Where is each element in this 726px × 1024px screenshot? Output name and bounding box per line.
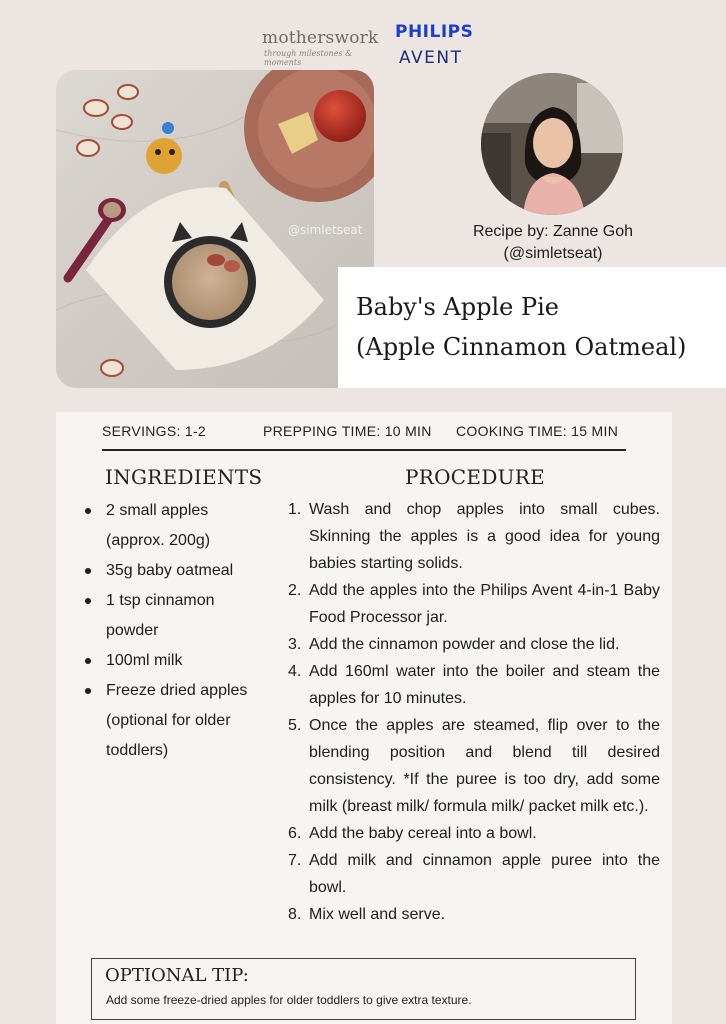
procedure-step [288, 847, 660, 901]
procedure-step [288, 631, 660, 658]
procedure-list [288, 496, 660, 928]
procedure-step [288, 901, 660, 928]
procedure-step-number: 8. [288, 906, 302, 923]
ingredient-item: Freeze dried apples (optional for older toddlers) [80, 676, 260, 766]
recipe-card [56, 412, 672, 1024]
procedure-step-number: 4. [288, 663, 302, 680]
optional-tip-text: Add some freeze-dried apples for older toddlers to give extra texture. [106, 993, 472, 1007]
procedure-step-text: Add the apples into the Philips Avent 4-in-1 Baby Food Processor jar. [309, 582, 660, 626]
procedure-step [288, 496, 660, 577]
recipe-title [356, 287, 686, 367]
procedure-step-text: Mix well and serve. [309, 906, 446, 923]
cook-time-label: COOKING TIME: 15 MIN [456, 423, 619, 439]
motherswork-logo-tagline: through milestones & moments [264, 49, 353, 67]
procedure-step-text: Once the apples are steamed, flip over to the blending position and blend till desired consistency. *If the puree is too dry, add some milk (breast milk/ formula milk/ packet milk etc.). [309, 717, 660, 815]
recipe-byline [440, 221, 666, 265]
procedure-step-number: 7. [288, 852, 302, 869]
recipe-title-line2: (Apple Cinnamon Oatmeal) [356, 333, 687, 361]
photo-watermark: @simletseat [288, 223, 363, 237]
recipe-title-box [338, 267, 726, 388]
ingredient-item: 1 tsp cinnamon powder [80, 586, 260, 646]
procedure-step-text: Add the baby cereal into a bowl. [309, 825, 537, 842]
author-avatar [481, 73, 623, 215]
recipe-meta-bar [102, 423, 626, 451]
procedure-step-number: 3. [288, 636, 302, 653]
ingredients-list [80, 496, 260, 766]
food-photo [56, 70, 374, 388]
procedure-step-text: Wash and chop apples into small cubes. Skinning the apples is a good idea for young babies starting solids. [309, 501, 660, 572]
procedure-step [288, 820, 660, 847]
avent-logo-text: AVENT [399, 48, 463, 68]
procedure-step-number: 1. [288, 501, 302, 518]
recipe-author-handle: (@simletseat) [503, 245, 603, 262]
procedure-step [288, 712, 660, 820]
food-photo-illustration [56, 70, 374, 388]
optional-tip-box [91, 958, 636, 1020]
procedure-step [288, 577, 660, 631]
ingredients-heading: INGREDIENTS [105, 465, 263, 489]
philips-logo-text: PHILIPS [395, 22, 474, 42]
procedure-step [288, 658, 660, 712]
recipe-title-line1: Baby's Apple Pie [356, 293, 560, 321]
procedure-step-text: Add milk and cinnamon apple puree into the bowl. [309, 852, 660, 896]
procedure-step-number: 6. [288, 825, 302, 842]
procedure-step-text: Add 160ml water into the boiler and steam the apples for 10 minutes. [309, 663, 660, 707]
servings-label: SERVINGS: 1-2 [102, 423, 207, 439]
procedure-step-number: 5. [288, 717, 302, 734]
author-avatar-illustration [481, 73, 623, 215]
prep-time-label: PREPPING TIME: 10 MIN [263, 423, 432, 439]
procedure-heading: PROCEDURE [405, 465, 546, 489]
motherswork-logo-name: motherswork [262, 28, 379, 48]
procedure-step-number: 2. [288, 582, 302, 599]
philips-avent-logo [395, 22, 485, 70]
ingredient-item: 35g baby oatmeal [80, 556, 260, 586]
motherswork-logo [262, 28, 382, 68]
ingredient-item: 100ml milk [80, 646, 260, 676]
ingredient-item: 2 small apples (approx. 200g) [80, 496, 260, 556]
recipe-author: Recipe by: Zanne Goh [472, 223, 634, 240]
procedure-step-text: Add the cinnamon powder and close the lid. [309, 636, 620, 653]
optional-tip-heading: OPTIONAL TIP: [105, 965, 249, 986]
